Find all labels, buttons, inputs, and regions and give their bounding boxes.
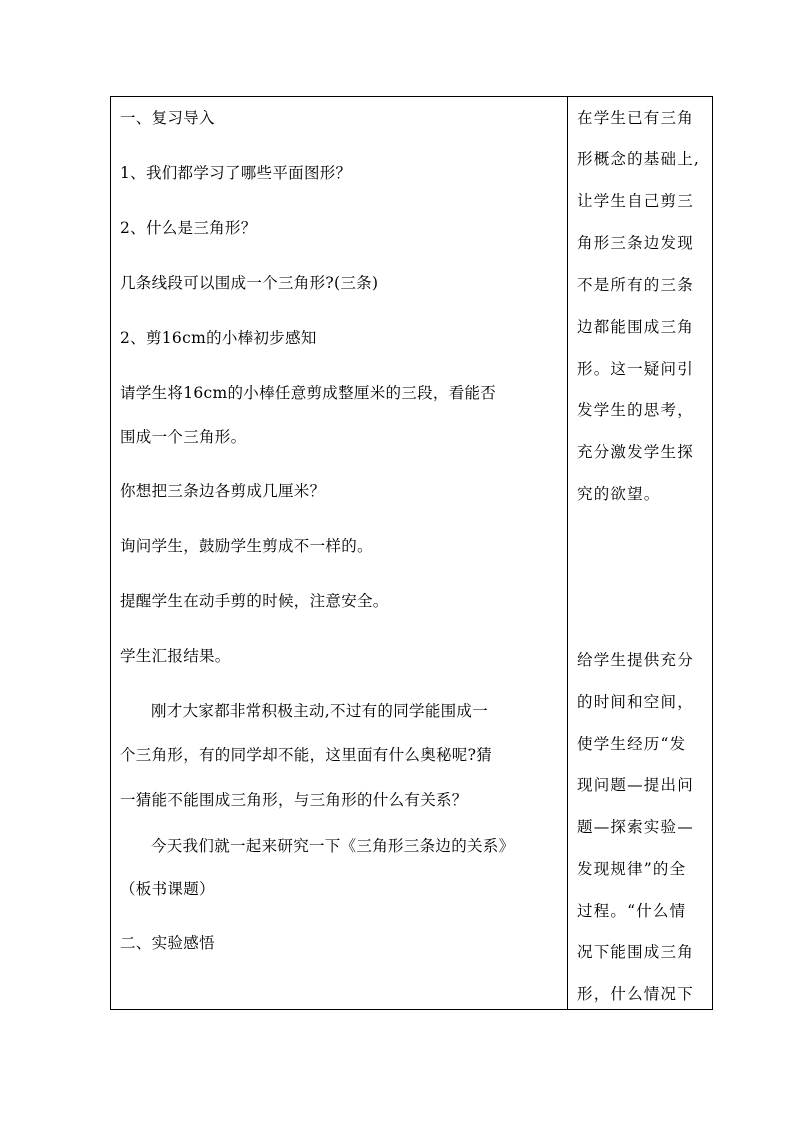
- note-line: 形概念的基础上,: [577, 150, 701, 168]
- note-line: 给学生提供充分: [577, 651, 694, 669]
- text-line: 你想把三条边各剪成几厘米？: [120, 482, 326, 500]
- note-line: 究的欲望。: [577, 485, 661, 503]
- note-line: 角形三条边发现: [577, 234, 694, 252]
- paragraph-line: 一猜能不能围成三角形，与三角形的什么有关系？: [120, 791, 468, 809]
- note-line: 让学生自己剪三: [577, 192, 694, 210]
- lesson-plan-table: [110, 96, 713, 1010]
- paragraph-line: 刚才大家都非常积极主动,不过有的同学能围成一: [151, 702, 489, 720]
- question-line: 2、什么是三角形？: [120, 219, 257, 237]
- text-line: 围成一个三角形。: [120, 428, 247, 446]
- design-intent-cell: [568, 97, 713, 1009]
- text-line: 提醒学生在动手剪的时候，注意安全。: [120, 592, 389, 610]
- text-line: 学生汇报结果。: [120, 647, 231, 665]
- text-line: （板书课题）: [120, 880, 215, 898]
- section-heading-review: 一、复习导入: [120, 109, 215, 127]
- teaching-process-cell: [111, 97, 567, 1009]
- note-line: 发学生的思考，: [577, 401, 694, 419]
- note-line: 边都能围成三角: [577, 318, 694, 336]
- note-line: 现问题—提出问: [577, 776, 694, 794]
- question-line: 1、我们都学习了哪些平面图形？: [120, 164, 352, 182]
- note-line: 形。这一疑问引: [577, 360, 694, 378]
- note-line: 使学生经历“发: [577, 735, 687, 753]
- note-line: 形，什么情况下: [577, 985, 694, 1003]
- note-line: 充分激发学生探: [577, 443, 694, 461]
- note-line: 的时间和空间，: [577, 693, 694, 711]
- text-line: 请学生将16cm的小棒任意剪成整厘米的三段，看能否: [120, 384, 497, 402]
- note-line: 发现规律”的全: [577, 860, 687, 878]
- section-heading-experiment: 二、实验感悟: [120, 934, 215, 952]
- text-line: 2、剪16cm的小棒初步感知: [120, 329, 317, 347]
- paragraph-line: 个三角形，有的同学却不能，这里面有什么奥秘呢?猜: [120, 746, 493, 764]
- note-line: 过程。“什么情: [577, 902, 687, 920]
- text-line: 几条线段可以围成一个三角形?(三条): [120, 274, 379, 292]
- note-line: 不是所有的三条: [577, 276, 694, 294]
- note-line: 在学生已有三角: [577, 109, 694, 127]
- note-line: 题—探索实验—: [577, 818, 694, 836]
- paragraph-line: 今天我们就一起来研究一下《三角形三条边的关系》: [151, 837, 515, 855]
- text-line: 询问学生，鼓励学生剪成不一样的。: [120, 537, 373, 555]
- note-line: 况下能围成三角: [577, 943, 694, 961]
